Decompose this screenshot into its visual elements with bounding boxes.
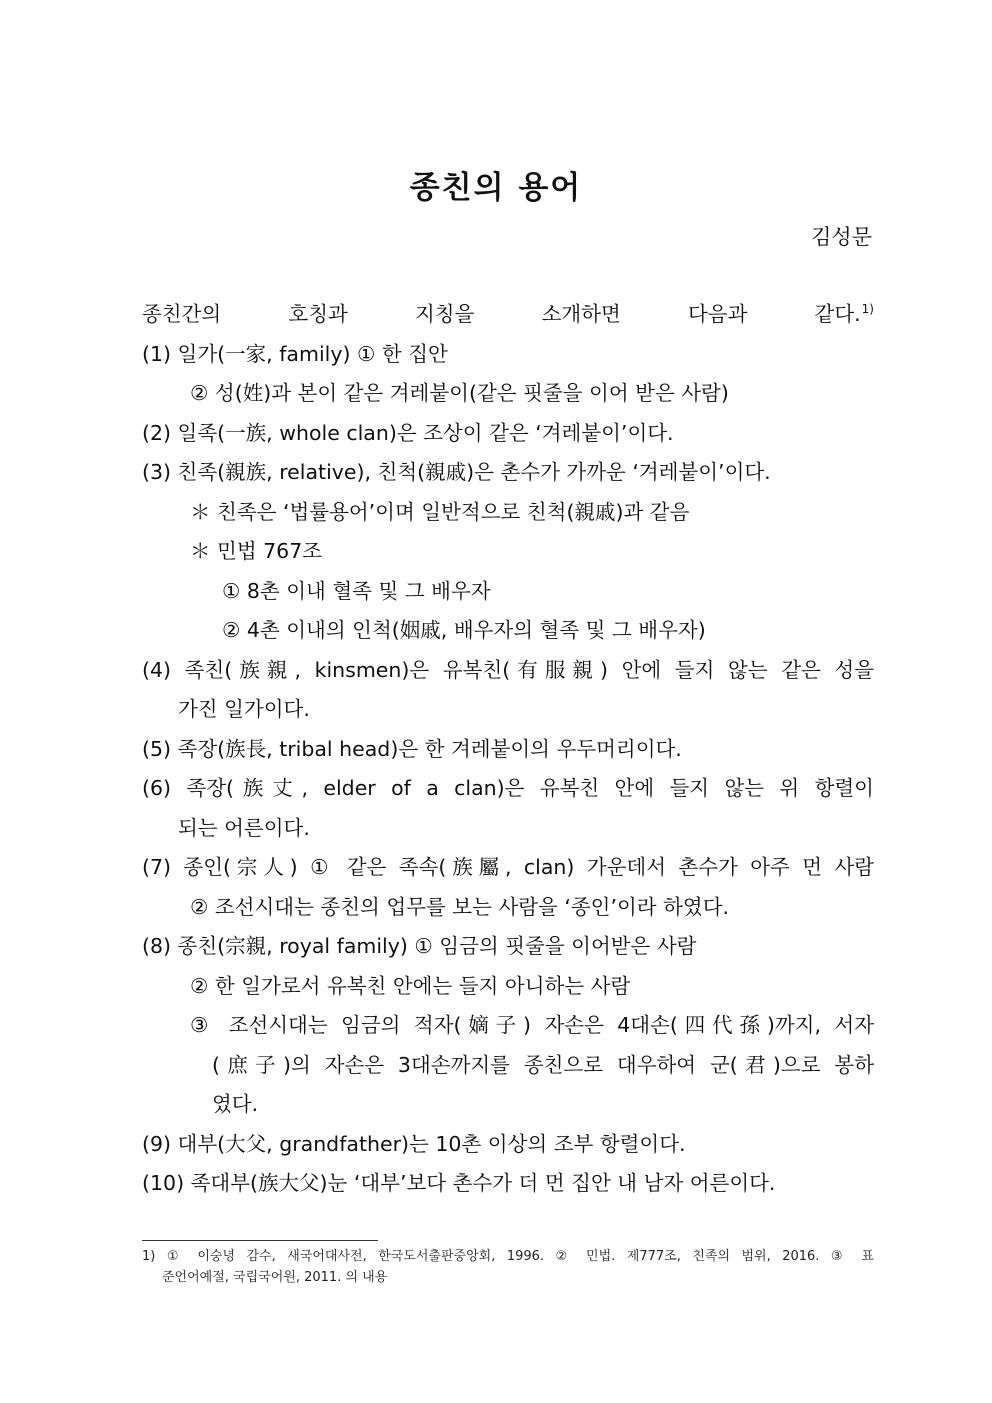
intro-text: 종친간의 호칭과 지칭을 소개하면 다음과 같다. xyxy=(142,302,861,326)
list-item: (2) 일족(一族, whole clan)은 조상이 같은 ‘겨레붙이’이다. xyxy=(142,420,674,445)
list-subitem: ② 4촌 이내의 인척(姻戚, 배우자의 혈족 및 그 배우자) xyxy=(222,618,706,642)
note-item: ＊ 친족은 ‘법률용어’이며 일반적으로 친척(親戚)과 같음 xyxy=(190,499,690,524)
footnote-reference: 1) xyxy=(861,302,874,317)
list-item: (7) 종인(宗人) ① 같은 족속(族屬, clan) 가운데서 촌수가 아주 먼 사람 xyxy=(142,855,874,879)
list-subitem: ① 8촌 이내 혈족 및 그 배우자 xyxy=(222,578,491,603)
list-subitem: ③ 조선시대는 임금의 적자(嫡子) 자손은 4대손(四代孫)까지, 서자 xyxy=(190,1013,874,1037)
list-item-continuation: 되는 어른이다. xyxy=(178,815,310,840)
list-subitem: ② 한 일가로서 유복친 안에는 들지 아니하는 사람 xyxy=(190,973,631,998)
list-subitem: ② 성(姓)과 본이 같은 겨레붙이(같은 핏줄을 이어 받은 사람) xyxy=(190,381,729,405)
list-item: (1) 일가(一家, family) ① 한 집안 xyxy=(142,341,448,366)
list-subitem: ② 조선시대는 종친의 업무를 보는 사람을 ‘종인’이라 하였다. xyxy=(190,894,730,919)
author-name: 김성문 xyxy=(811,225,872,249)
list-item: (5) 족장(族長, tribal head)은 한 겨레붙이의 우두머리이다. xyxy=(142,736,682,761)
footnote xyxy=(142,1246,874,1288)
list-item-continuation: 가진 일가이다. xyxy=(178,697,310,721)
list-item: (10) 족대부(族大父)눈 ‘대부’보다 촌수가 더 먼 집안 내 남자 어른이다. xyxy=(142,1171,776,1195)
footnote-line: 준언어예절, 국립국어원, 2011. 의 내용 xyxy=(162,1270,388,1285)
list-item: (4) 족친(族親, kinsmen)은 유복친(有服親) 안에 들지 않는 같은 성을 xyxy=(142,657,874,682)
document-body xyxy=(142,295,874,1204)
list-item: (3) 친족(親族, relative), 친척(親戚)은 촌수가 가까운 ‘겨레붙이’이다. xyxy=(142,460,771,484)
footnote-divider xyxy=(142,1240,378,1241)
note-item: ＊ 민법 767조 xyxy=(190,539,323,563)
page-title: 종친의 용어 xyxy=(409,170,583,206)
list-subitem-continuation: (庶子)의 자손은 3대손까지를 종친으로 대우하여 군(君)으로 봉하 xyxy=(212,1052,874,1077)
list-subitem-continuation: 였다. xyxy=(212,1092,259,1116)
footnote-line: 1) ① 이숭녕 감수, 새국어대사전, 한국도서출판중앙회, 1996. ② 민법. 제777조, 친족의 범위, 2016. ③ 표 xyxy=(142,1249,874,1264)
intro-paragraph xyxy=(142,295,874,335)
list-item: (9) 대부(大父, grandfather)는 10촌 이상의 조부 항렬이다. xyxy=(142,1131,686,1156)
list-item: (8) 종친(宗親, royal family) ① 임금의 핏줄을 이어받은 사람 xyxy=(142,934,697,958)
list-item: (6) 족장(族丈, elder of a clan)은 유복친 안에 들지 않는 위 항렬이 xyxy=(142,776,874,800)
